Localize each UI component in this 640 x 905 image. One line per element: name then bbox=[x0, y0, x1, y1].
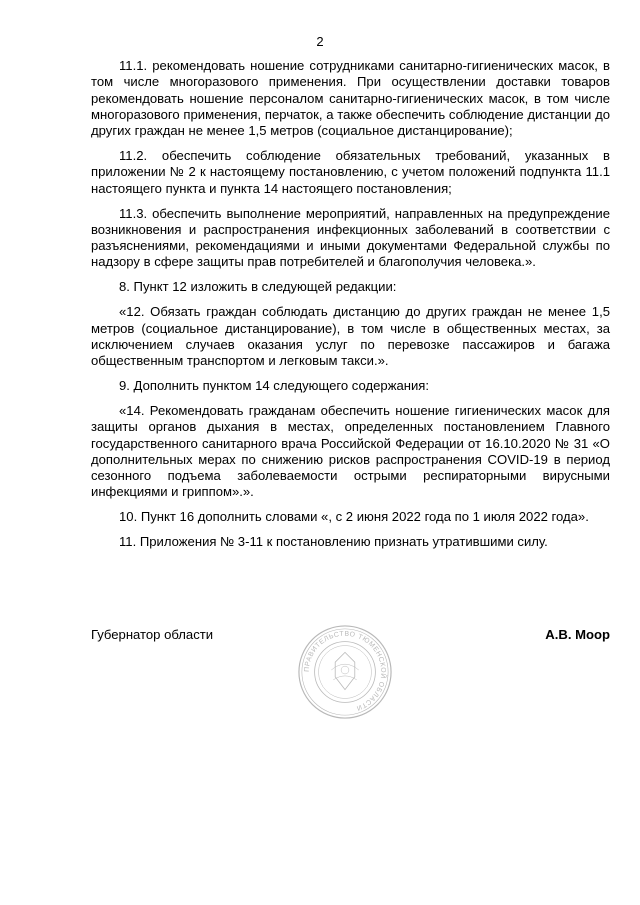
paragraph-11-1: 11.1. рекомендовать ношение сотрудниками санитарно-гигиенических масок, в том числе многоразового применения. При осуществлении доставки товаров рекомендовать ношение персоналом санитарно-гигиенических масок, в том числе многоразового применения, перчаток, а также обеспечить соблюдение дистанции до других граждан не менее 1,5 метров (социальное дистанцирование); bbox=[91, 58, 610, 139]
paragraph-10: 10. Пункт 16 дополнить словами «, с 2 июня 2022 года по 1 июля 2022 года». bbox=[119, 509, 589, 525]
paragraph-9: 9. Дополнить пунктом 14 следующего содержания: bbox=[119, 378, 430, 394]
paragraph-8: 8. Пункт 12 изложить в следующей редакции: bbox=[119, 279, 397, 295]
document-body bbox=[91, 58, 610, 559]
paragraph-11: 11. Приложения № 3-11 к постановлению признать утратившими силу. bbox=[119, 534, 548, 550]
paragraph-11-2: 11.2. обеспечить соблюдение обязательных требований, указанных в приложении № 2 к настоящему постановлению, с учетом положений подпункта 11.1 настоящего пункта и пункта 14 настоящего постановления; bbox=[91, 148, 610, 196]
paragraph-12-quote: «12. Обязать граждан соблюдать дистанцию до других граждан не менее 1,5 метров (социальное дистанцирование), в том числе в общественных местах, за исключением случаев оказания услуг по перевозке пассажиров и багажа общественным транспортом и легковым такси.». bbox=[91, 304, 610, 369]
page-number: 2 bbox=[316, 34, 324, 49]
signatory-name: А.В. Моор bbox=[545, 627, 610, 642]
signatory-title: Губернатор области bbox=[91, 627, 214, 642]
paragraph-14-quote: «14. Рекомендовать гражданам обеспечить ношение гигиенических масок для защиты органов дыхания в местах, определенных постановлением Главного государственного санитарного врача Российской Федерации от 16.10.2020 № 31 «О дополнительных мерах по снижению рисков распространения COVID-19 в период сезонного подъема заболеваемости острыми респираторными вирусными инфекциями и гриппом».». bbox=[91, 402, 610, 500]
official-seal-icon bbox=[296, 623, 394, 721]
paragraph-11-3: 11.3. обеспечить выполнение мероприятий, направленных на предупреждение возникновения и распространения инфекционных заболеваний в соответствии с разъяснениями, рекомендациями и иными документами Федеральной службы по надзору в сфере защиты прав потребителей и благополучия человека.». bbox=[91, 205, 610, 270]
seal-lettering: ПРАВИТЕЛЬСТВО ТЮМЕНСКОЙ ОБЛАСТИ bbox=[303, 630, 387, 712]
